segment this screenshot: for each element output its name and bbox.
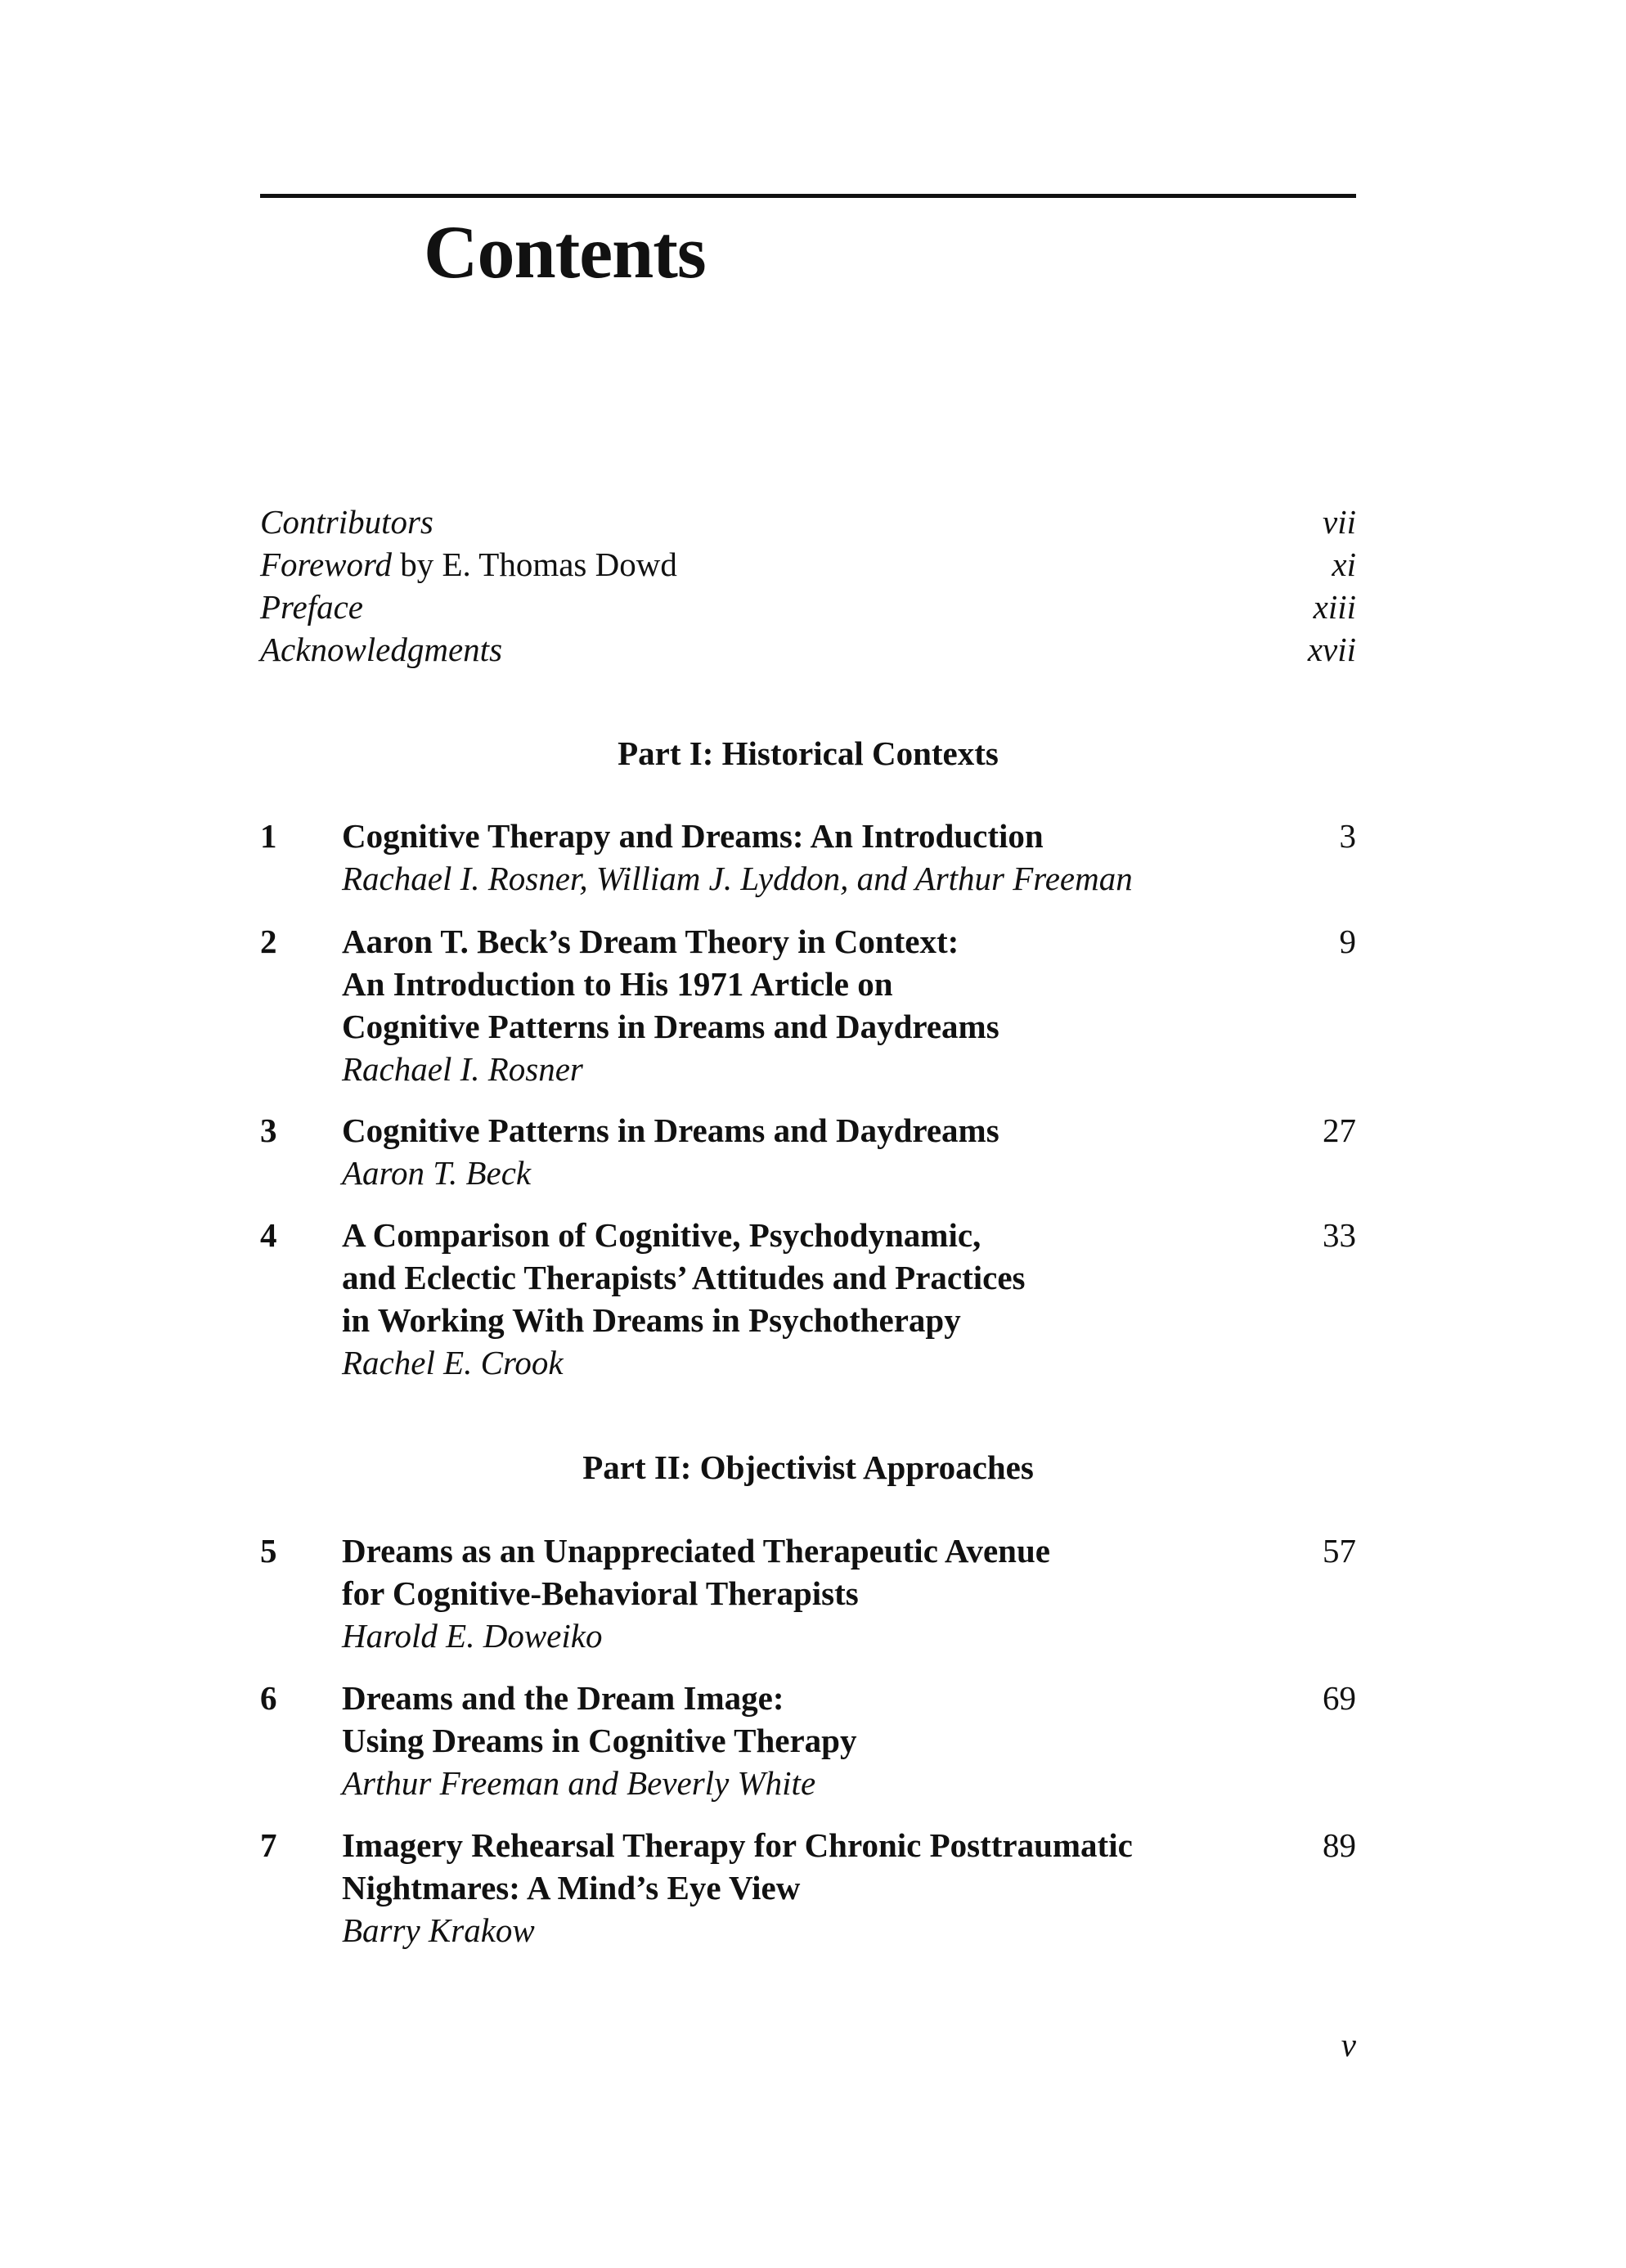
chapter-author: Harold E. Doweiko	[342, 1617, 603, 1655]
chapter-author: Rachel E. Crook	[342, 1344, 564, 1381]
front-matter-label: Preface	[260, 588, 363, 626]
front-matter-suffix: by E. Thomas Dowd	[391, 546, 677, 583]
chapter-page: 33	[1323, 1216, 1356, 1254]
chapter-author: Aaron T. Beck	[342, 1154, 532, 1192]
front-matter-label: Acknowledgments	[260, 631, 503, 668]
chapter-entry	[260, 1824, 1356, 1955]
chapter-entry	[260, 1529, 1356, 1677]
contents-page	[260, 0, 1356, 2268]
chapter-entry	[260, 920, 1356, 1109]
front-matter-label: Foreword	[260, 546, 392, 583]
chapter-list-part-2	[260, 1529, 1356, 1955]
chapter-number: 6	[260, 1679, 277, 1717]
chapter-title: A Comparison of Cognitive, Psychodynamic, and Eclectic Therapists’ Attitudes and Practices in Working With Dreams in Psychotherapy	[342, 1216, 1026, 1339]
front-matter-item	[260, 586, 1356, 628]
chapter-author: Rachael I. Rosner, William J. Lyddon, and Arthur Freeman	[342, 860, 1133, 897]
chapter-title: Cognitive Patterns in Dreams and Daydreams	[342, 1112, 999, 1149]
front-matter-label: Contributors	[260, 503, 433, 541]
chapter-author: Arthur Freeman and Beverly White	[342, 1764, 816, 1802]
page-folio: v	[1341, 2026, 1356, 2064]
chapter-page: 89	[1323, 1826, 1356, 1864]
chapter-page: 3	[1339, 817, 1356, 855]
chapter-entry	[260, 1677, 1356, 1824]
part-heading: Part II: Objectivist Approaches	[582, 1448, 1034, 1486]
chapter-title: Aaron T. Beck’s Dream Theory in Context: An Introduction to His 1971 Article on Cognitive Patterns in Dreams and Daydreams	[342, 923, 999, 1045]
chapter-number: 3	[260, 1112, 277, 1149]
chapter-number: 1	[260, 817, 277, 855]
chapter-page: 27	[1323, 1112, 1356, 1149]
chapter-number: 4	[260, 1216, 277, 1254]
chapter-page: 57	[1323, 1532, 1356, 1570]
front-matter-page: xvii	[1307, 631, 1356, 668]
front-matter-item	[260, 501, 1356, 543]
chapter-number: 2	[260, 923, 277, 960]
front-matter-item	[260, 628, 1356, 671]
front-matter-page: xiii	[1313, 588, 1356, 626]
chapter-entry	[260, 1109, 1356, 1214]
chapter-entry	[260, 815, 1356, 920]
chapter-list-part-1	[260, 815, 1356, 1384]
chapter-title: Imagery Rehearsal Therapy for Chronic Posttraumatic Nightmares: A Mind’s Eye View	[342, 1826, 1133, 1906]
page-title: Contents	[424, 210, 706, 294]
front-matter-page: xi	[1332, 546, 1356, 583]
chapter-number: 5	[260, 1532, 277, 1570]
chapter-title: Cognitive Therapy and Dreams: An Introduction	[342, 817, 1044, 855]
front-matter-page: vii	[1323, 503, 1356, 541]
chapter-author: Rachael I. Rosner	[342, 1050, 583, 1088]
chapter-entry	[260, 1214, 1356, 1384]
top-rule	[260, 194, 1356, 198]
chapter-number: 7	[260, 1826, 277, 1864]
part-heading: Part I: Historical Contexts	[618, 734, 999, 772]
chapter-title: Dreams as an Unappreciated Therapeutic Avenue for Cognitive-Behavioral Therapists	[342, 1532, 1050, 1612]
front-matter-item	[260, 543, 1356, 586]
front-matter-list	[260, 501, 1356, 671]
chapter-author: Barry Krakow	[342, 1911, 535, 1949]
chapter-page: 69	[1323, 1679, 1356, 1717]
chapter-title: Dreams and the Dream Image: Using Dreams in Cognitive Therapy	[342, 1679, 857, 1759]
chapter-page: 9	[1339, 923, 1356, 960]
